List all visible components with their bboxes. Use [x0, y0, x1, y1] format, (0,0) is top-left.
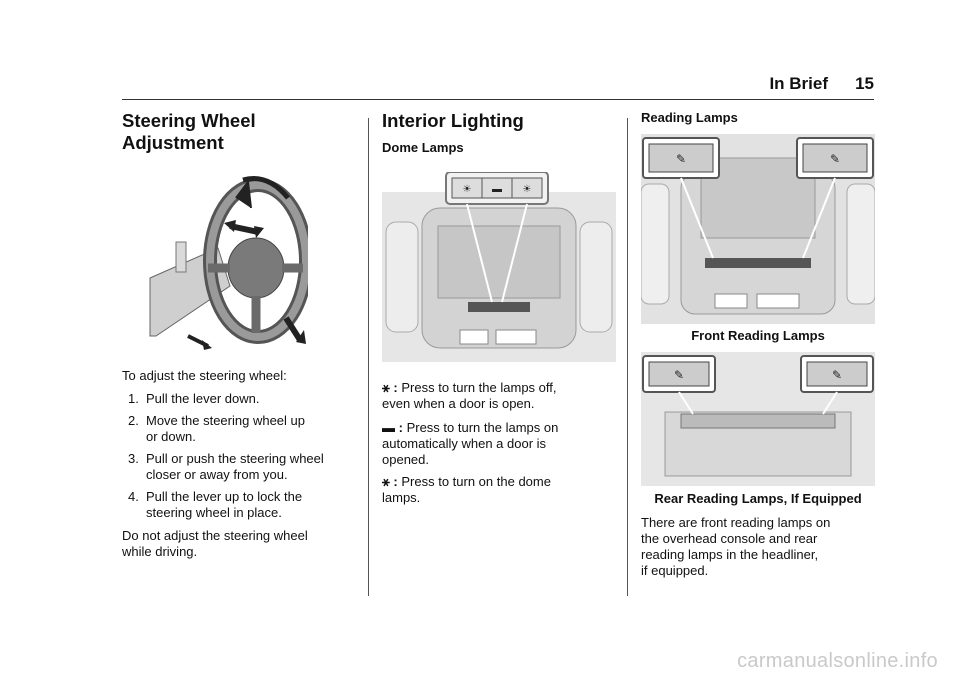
lamp-off-icon: ⚹ :	[382, 380, 398, 395]
front-reading-lamps-illustration	[641, 134, 875, 324]
lamp-item-off: ⚹ : Press to turn the lamps off, even when a door is open.	[382, 380, 557, 411]
front-reading-caption: Front Reading Lamps	[691, 328, 825, 343]
list-item: 3. Pull or push the steering wheel closer or away from you.	[128, 451, 324, 482]
reading-lamps-title: Reading Lamps	[641, 110, 738, 125]
rear-reading-caption: Rear Reading Lamps, If Equipped	[654, 491, 862, 506]
interior-column	[382, 110, 614, 505]
svg-text:▬: ▬	[492, 184, 502, 195]
lamp-item-dome: ⚹ : Press to turn on the dome lamps.	[382, 474, 551, 505]
list-item: 2. Move the steering wheel up or down.	[128, 413, 305, 444]
dome-lamps-title: Dome Lamps	[382, 140, 464, 155]
lamp-item-door: ▬ : Press to turn the lamps on automatically when a door is opened.	[382, 420, 559, 467]
header-rule	[122, 99, 874, 100]
dome-lamps-illustration	[382, 172, 616, 362]
steering-wheel-illustration	[148, 168, 308, 358]
steering-warning: Do not adjust the steering wheel while driving.	[122, 528, 308, 559]
list-item: 1. Pull the lever down.	[128, 391, 260, 406]
steering-column	[122, 110, 354, 559]
reading-column	[641, 110, 876, 578]
svg-text:✎: ✎	[829, 152, 841, 166]
reading-body: There are front reading lamps on the overhead console and rear reading lamps in the headliner, if equipped.	[641, 515, 831, 578]
svg-text:☀: ☀	[462, 184, 472, 195]
steering-intro: To adjust the steering wheel:	[122, 368, 287, 383]
list-item: 4. Pull the lever up to lock the steering wheel in place.	[128, 489, 303, 520]
column-divider-1	[368, 118, 369, 596]
dome-on-icon: ⚹ :	[382, 474, 398, 489]
steering-title: Steering Wheel Adjustment	[122, 110, 256, 153]
svg-text:✎: ✎	[673, 368, 685, 382]
column-divider-2	[627, 118, 628, 596]
watermark: carmanualsonline.info	[737, 650, 938, 672]
section-title: In Brief	[769, 74, 828, 93]
svg-text:✎: ✎	[831, 368, 843, 382]
page-header	[122, 72, 874, 98]
svg-text:✎: ✎	[675, 152, 687, 166]
svg-text:☀: ☀	[522, 184, 532, 195]
page-number: 15	[855, 74, 874, 93]
door-lamp-icon: ▬ :	[382, 420, 403, 435]
steering-steps	[122, 391, 362, 527]
interior-title: Interior Lighting	[382, 110, 524, 131]
rear-reading-lamps-illustration	[641, 352, 875, 486]
